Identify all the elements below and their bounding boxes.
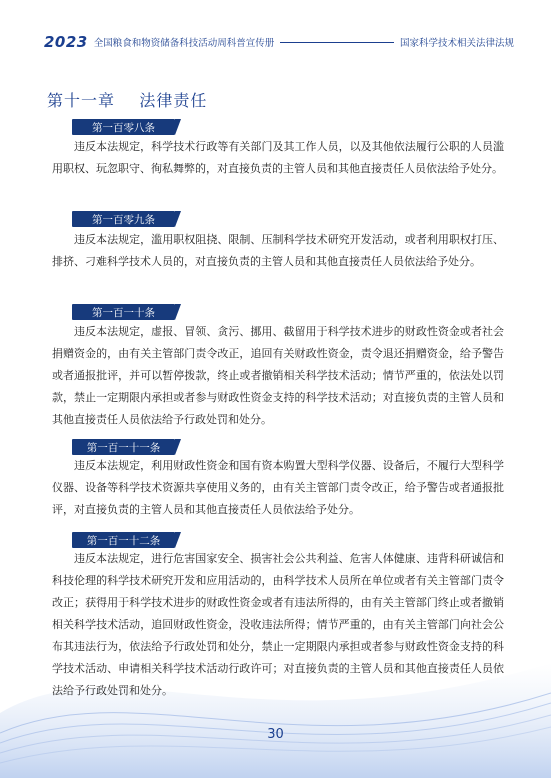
header-booklet-title: 全国粮食和物资储备科技活动周科普宣传册 [93, 38, 275, 49]
article-text-112: 违反本法规定，进行危害国家安全、损害社会公共利益、危害人体健康、违背科研诚信和科技伦理的科学技术研究开发和应用活动的，由科学技术人员所在单位或者有关主管部门责令改正；获得用于科学技术进步的财政性资金或者有违法所得的，由有关主管部门终止或者撤销相关科学技术活动，追回财政性资金，没收违法所得；情节严重的，由有关主管部门向社会公布其违法行为，依法给予行政处罚和处分，禁止一定期限内承担或者参与财政性资金支持的科学技术活动、申请相关科学技术活动行政许可；对直接负责的主管人员和其他直接责任人员依法给予行政处罚和处分。 [52, 552, 504, 697]
article-text-110: 违反本法规定，虚报、冒领、贪污、挪用、截留用于科学技术进步的财政性资金或者社会捐赠资金的，由有关主管部门责令改正，追回有关财政性资金，责令退还捐赠资金，给予警告或者通报批评，并可以暂停拨款，终止或者撤销相关科学技术活动；情节严重的，依法处以罚款，禁止一定期限内承担或者参与财政性资金支持的科学技术活动；对直接负责的主管人员和其他直接责任人员依法给予行政处罚和处分。 [52, 325, 504, 426]
article-label-112: 第一百一十二条 [72, 532, 175, 548]
article-text-111: 违反本法规定，利用财政性资金和国有资本购置大型科学仪器、设备后，不履行大型科学仪器、设备等科学技术资源共享使用义务的，由有关主管部门责令改正，给予警告或者通报批评，对直接负责的主管人员和其他直接责任人员依法给予处分。 [52, 459, 504, 516]
article-text-108: 违反本法规定，科学技术行政等有关部门及其工作人员，以及其他依法履行公职的人员滥用职权、玩忽职守、徇私舞弊的，对直接负责的主管人员和其他直接责任人员依法给予处分。 [52, 140, 504, 175]
chapter-title: 第十一章 法律责任 [47, 91, 208, 110]
article-text-109: 违反本法规定，滥用职权阻挠、限制、压制科学技术研究开发活动，或者利用职权打压、排挤、刁难科学技术人员的，对直接负责的主管人员和其他直接责任人员依法给予处分。 [52, 233, 504, 268]
header-year: 2023 [44, 33, 88, 51]
header-divider [280, 42, 394, 43]
header-section-title: 国家科学技术相关法律法规 [399, 38, 514, 49]
article-label-109: 第一百零九条 [72, 211, 175, 227]
page-number: 30 [267, 727, 284, 742]
article-label-111: 第一百一十一条 [72, 439, 175, 455]
article-label-110: 第一百一十条 [72, 304, 175, 320]
page-header [44, 34, 514, 50]
article-label-108: 第一百零八条 [72, 119, 175, 135]
